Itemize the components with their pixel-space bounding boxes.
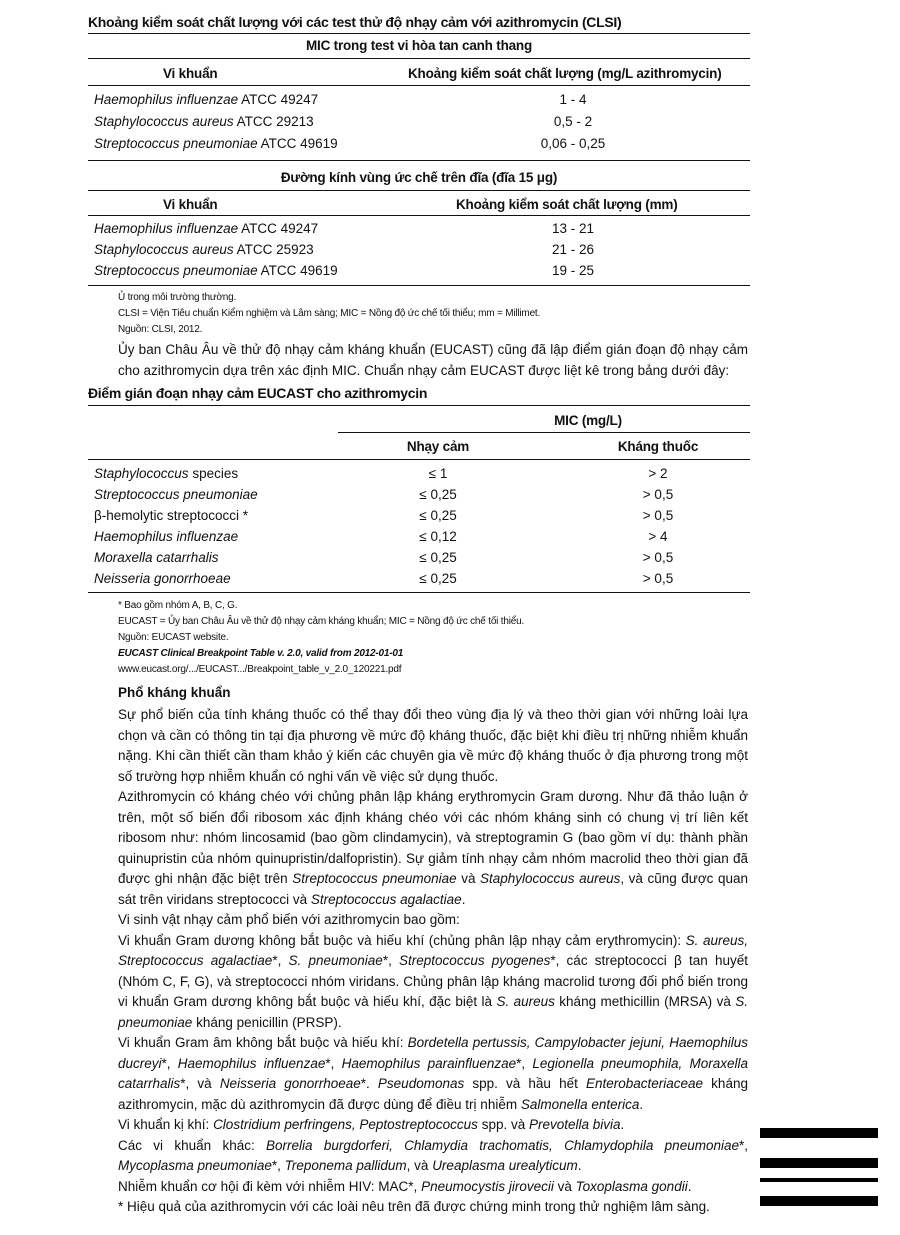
footnote: Nguồn: EUCAST website. bbox=[118, 632, 229, 643]
paragraph: Sự phổ biến của tính kháng thuốc có thể thay đổi theo vùng địa lý và theo thời gian với những loài lựa chọn và cần có thông tin tại địa phương về mức độ kháng thuốc, đặc biệt khi điều trị những nhiễm khuẩn nặng. Khi cần thiết cần tham khảo ý kiến các chuyên gia về mức độ kháng thuốc ở địa phương trong một số trường hợp nhiễm khuẩn có nghi vấn về việc sử dụng thuốc. bbox=[118, 707, 748, 784]
table-row: Staphylococcus aureus ATCC 29213 bbox=[94, 114, 314, 129]
column-header-bacteria: Vi khuẩn bbox=[163, 197, 218, 212]
margin-bar bbox=[760, 1158, 878, 1168]
resistant-value: > 0,5 bbox=[642, 508, 674, 523]
footnote: Nguồn: CLSI, 2012. bbox=[118, 324, 203, 335]
paragraph: Azithromycin có kháng chéo với chủng phân lập kháng erythromycin Gram dương. Như đã thảo luận ở trên, một số biến đổi ribosom xác định kháng chéo với các nhóm kháng sinh có chung vị trí liên kết ribosom như: nhóm lincosamid (bao gồm clindamycin), và streptogramin G (bao gồm ví dụ: thành phần quinupristin của nhóm quinupristin/dalfopristin). Sự giảm tính nhạy cảm nhóm macrolid theo thời gian đã được ghi nhận đặc biệt trên Streptococcus pneumoniae và Staphylococcus aureus, và cũng được quan sát trên viridans streptococci và Streptococcus agalactiae. bbox=[118, 789, 749, 907]
rule bbox=[88, 285, 750, 286]
resistant-value: > 2 bbox=[648, 466, 668, 481]
table-row: Haemophilus influenzae ATCC 49247 bbox=[94, 221, 319, 236]
mic-column-group-header: MIC (mg/L) bbox=[554, 413, 622, 428]
table-row: Streptococcus pneumoniae bbox=[94, 487, 258, 502]
rule bbox=[88, 592, 750, 593]
footnote: EUCAST = Ủy ban Châu Âu về thử độ nhạy cảm kháng khuẩn; MIC = Nồng độ ức chế tối thiểu. bbox=[118, 616, 525, 627]
sensitive-value: ≤ 0,25 bbox=[419, 550, 457, 565]
qc-range-value: 0,5 - 2 bbox=[553, 114, 593, 129]
rule bbox=[88, 405, 750, 406]
footnote: * Bao gồm nhóm A, B, C, G. bbox=[118, 600, 238, 611]
rule bbox=[88, 85, 750, 86]
qc-range-value: 21 - 26 bbox=[551, 242, 595, 257]
table-row: Staphylococcus aureus ATCC 25923 bbox=[94, 242, 314, 257]
rule bbox=[338, 432, 750, 433]
footnote: EUCAST Clinical Breakpoint Table v. 2.0, valid from 2012-01-01 bbox=[118, 648, 404, 659]
table-row: Haemophilus influenzae ATCC 49247 bbox=[94, 92, 319, 107]
qc-range-value: 13 - 21 bbox=[551, 221, 595, 236]
resistant-value: > 0,5 bbox=[642, 550, 674, 565]
paragraph: * Hiệu quả của azithromycin với các loài nêu trên đã được chứng minh trong thử nghiệm lâm sàng. bbox=[118, 1199, 710, 1214]
sensitive-value: ≤ 0,25 bbox=[419, 508, 457, 523]
rule bbox=[88, 58, 750, 59]
table-row: Streptococcus pneumoniae ATCC 49619 bbox=[94, 263, 338, 278]
sensitive-value: ≤ 0,25 bbox=[419, 487, 457, 502]
column-header-qc-range: Khoảng kiểm soát chất lượng (mm) bbox=[456, 197, 678, 212]
rule bbox=[88, 190, 750, 191]
table-row: Staphylococcus species bbox=[94, 466, 239, 481]
sensitive-value: ≤ 0,25 bbox=[419, 571, 457, 586]
sensitive-value: ≤ 0,12 bbox=[419, 529, 457, 544]
column-header-resistant: Kháng thuốc bbox=[617, 439, 699, 454]
resistant-value: > 4 bbox=[648, 529, 668, 544]
paragraph: Vi khuẩn Gram dương không bắt buộc và hiếu khí (chủng phân lập nhạy cảm erythromycin): S. aureus, Streptococcus agalactiae*, S. pneumoniae*, Streptococcus pyogenes*, các streptococci β tan huyết (Nhóm C, F, G), và streptococci nhóm viridans. Chủng phân lập kháng macrolid tương đối phổ biến trong vi khuẩn Gram dương không bắt buộc và hiếu khí, đặc biệt là S. aureus kháng methicillin (MRSA) và S. pneumoniae kháng penicillin (PRSP). bbox=[118, 932, 749, 1030]
rule bbox=[88, 33, 750, 34]
table-row: Streptococcus pneumoniae ATCC 49619 bbox=[94, 136, 338, 151]
paragraph: Nhiễm khuẩn cơ hội đi kèm với nhiễm HIV: MAC*, Pneumocystis jirovecii và Toxoplasma gondii. bbox=[118, 1178, 692, 1194]
body-text bbox=[118, 705, 748, 1218]
paragraph: Vi sinh vật nhạy cảm phổ biến với azithromycin bao gồm: bbox=[118, 912, 460, 927]
eucast-intro-paragraph: Ủy ban Châu Âu về thử độ nhạy cảm kháng khuẩn (EUCAST) cũng đã lập điểm gián đoạn độ nhạy cảm cho azithromycin dựa trên xác định MIC. Chuẩn nhạy cảm EUCAST được liệt kê trong bảng dưới đây: bbox=[118, 342, 748, 378]
resistant-value: > 0,5 bbox=[642, 487, 674, 502]
column-header-qc-range: Khoảng kiểm soát chất lượng (mg/L azithromycin) bbox=[408, 66, 722, 81]
paragraph: Vi khuẩn Gram âm không bắt buộc và hiếu khí: Bordetella pertussis, Campylobacter jejuni, Haemophilus ducreyi*, Haemophilus influenzae*, Haemophilus parainfluenzae*, Legionella pneumophila, Moraxella catarrhalis*, và Neisseria gonorrhoeae*. Pseudomonas spp. và hầu hết Enterobacteriaceae kháng azithromycin, mặc dù azithromycin đã được dùng để điều trị nhiễm Salmonella enterica. bbox=[118, 1035, 748, 1112]
rule bbox=[88, 459, 750, 460]
section-heading: Phổ kháng khuẩn bbox=[118, 685, 231, 700]
paragraph: Các vi khuẩn khác: Borrelia burgdorferi, Chlamydia trachomatis, Chlamydophila pneumoniae*, Mycoplasma pneumoniae*, Treponema pallidum, và Ureaplasma urealyticum. bbox=[118, 1137, 748, 1173]
eucast-table-title: Điểm gián đoạn nhạy cảm EUCAST cho azithromycin bbox=[88, 385, 428, 401]
disk-section-header: Đường kính vùng ức chế trên đĩa (đĩa 15 μg) bbox=[280, 170, 558, 185]
table-row: Moraxella catarrhalis bbox=[94, 550, 219, 565]
paragraph: Vi khuẩn kị khí: Clostridium perfringens, Peptostreptococcus spp. và Prevotella bivia. bbox=[118, 1117, 625, 1132]
margin-bar bbox=[760, 1178, 878, 1182]
qc-range-value: 1 - 4 bbox=[559, 92, 587, 107]
footnote: Ủ trong môi trường thường. bbox=[118, 292, 237, 303]
mic-section-header: MIC trong test vi hòa tan canh thang bbox=[305, 38, 533, 53]
column-header-sensitive: Nhạy cảm bbox=[406, 439, 470, 454]
table-row: Haemophilus influenzae bbox=[94, 529, 239, 544]
rule bbox=[88, 215, 750, 216]
resistant-value: > 0,5 bbox=[642, 571, 674, 586]
table-row: Neisseria gonorrhoeae bbox=[94, 571, 231, 586]
footnote: CLSI = Viện Tiêu chuẩn Kiểm nghiệm và Lâm sàng; MIC = Nồng độ ức chế tối thiểu; mm = Millimet. bbox=[118, 308, 541, 319]
qc-range-value: 0,06 - 0,25 bbox=[540, 136, 606, 151]
column-header-bacteria: Vi khuẩn bbox=[163, 66, 218, 81]
sensitive-value: ≤ 1 bbox=[428, 466, 448, 481]
clsi-table-title: Khoảng kiểm soát chất lượng với các test thử độ nhạy cảm với azithromycin (CLSI) bbox=[88, 14, 622, 30]
margin-bar bbox=[760, 1196, 878, 1206]
margin-bar bbox=[760, 1128, 878, 1138]
footnote: www.eucast.org/.../EUCAST.../Breakpoint_table_v_2.0_120221.pdf bbox=[118, 664, 402, 675]
qc-range-value: 19 - 25 bbox=[551, 263, 595, 278]
table-row: β-hemolytic streptococci * bbox=[94, 508, 249, 523]
rule bbox=[88, 160, 750, 161]
